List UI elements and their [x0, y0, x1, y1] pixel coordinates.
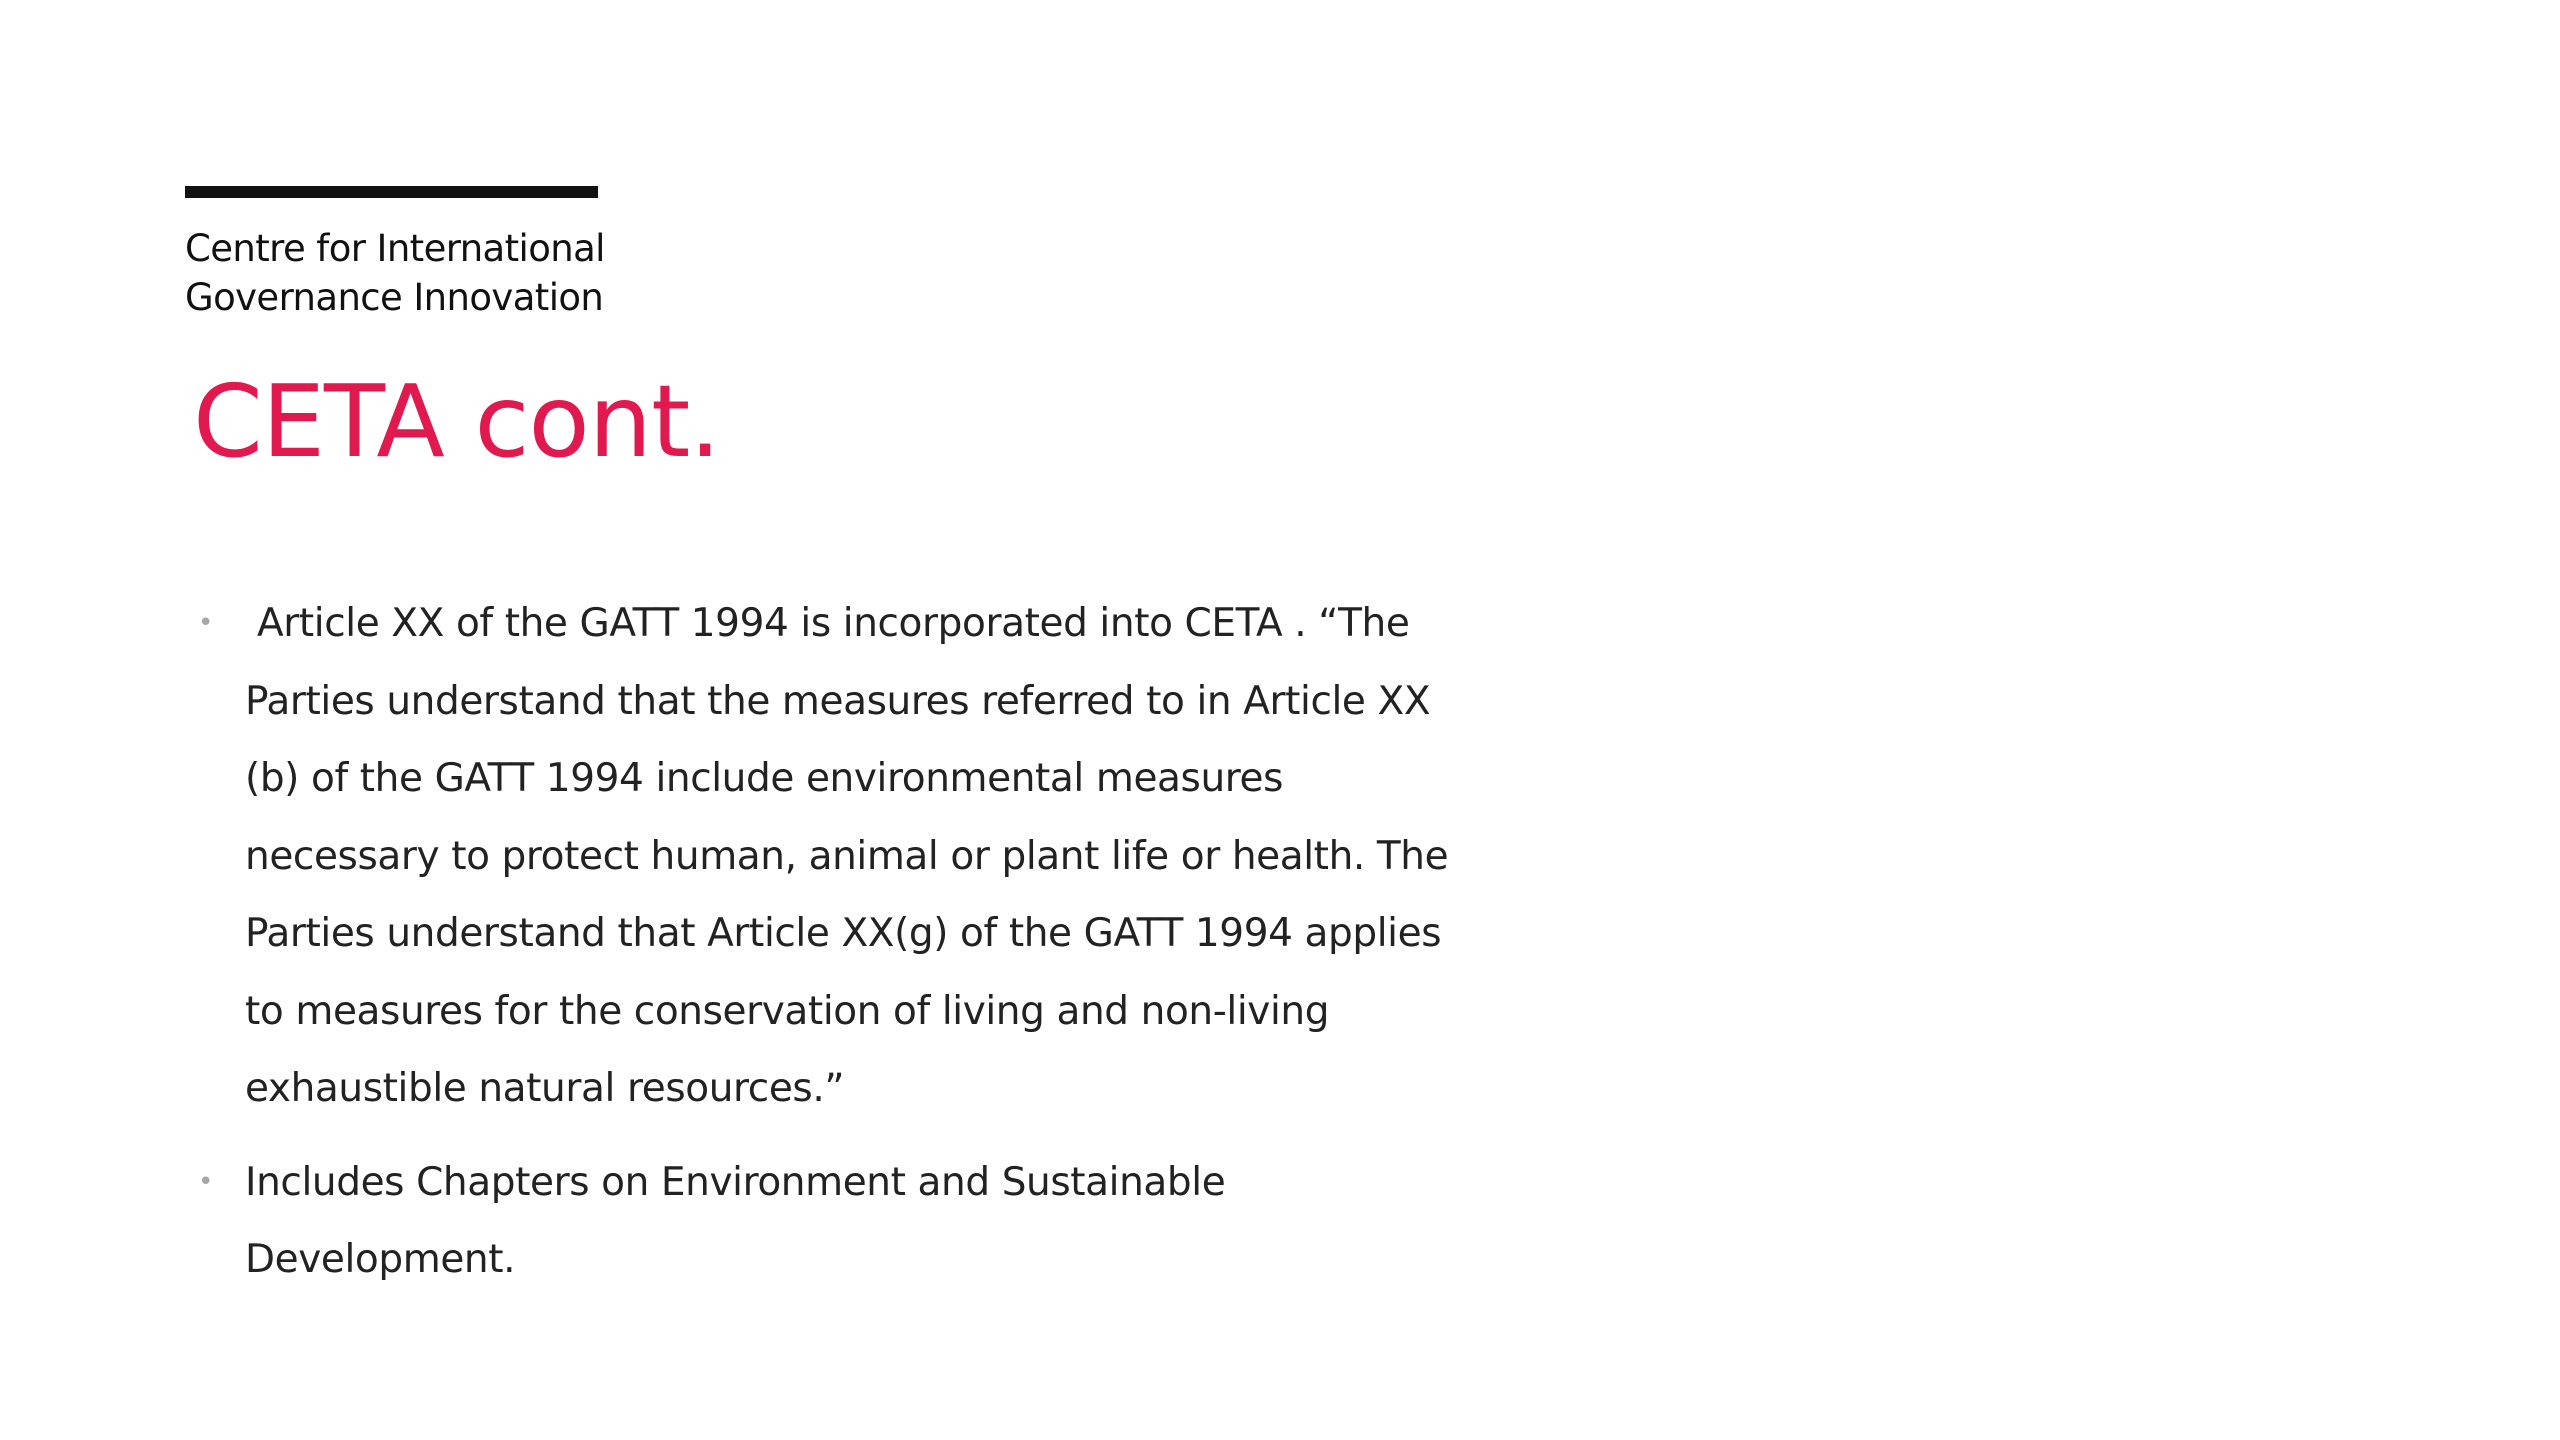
logo-rule: [185, 186, 598, 198]
bullet-text-line: (b) of the GATT 1994 include environmental measures: [245, 756, 1284, 801]
slide-title: CETA cont.: [193, 363, 721, 480]
logo-line-2: Governance Innovation: [185, 276, 604, 319]
bullet-text-line: Parties understand that the measures referred to in Article XX: [245, 678, 1431, 724]
bullet-list: [190, 585, 1590, 1315]
bullet-text-line: Parties understand that Article XX(g) of the GATT 1994 applies: [245, 911, 1442, 956]
bullet-text-line: Article XX of the GATT 1994 is incorporated into CETA . “The: [245, 601, 1410, 646]
bullet-item-article-xx: [190, 585, 1590, 1128]
bullet-dot-icon: •: [198, 1166, 213, 1197]
logo-line-1: Centre for International: [185, 227, 605, 270]
bullet-text-line: Includes Chapters on Environment and Sustainable: [245, 1159, 1226, 1205]
bullet-text-line: exhaustible natural resources.”: [245, 1066, 845, 1111]
bullet-item-chapters: [190, 1144, 1590, 1299]
logo-wordmark: [185, 224, 605, 322]
cigi-logo: [185, 186, 605, 322]
bullet-text-line: necessary to protect human, animal or plant life or health. The: [245, 833, 1449, 879]
bullet-text-line: Development.: [245, 1237, 516, 1282]
bullet-text-line: to measures for the conservation of living and non-living: [245, 988, 1330, 1034]
bullet-dot-icon: •: [198, 608, 213, 638]
